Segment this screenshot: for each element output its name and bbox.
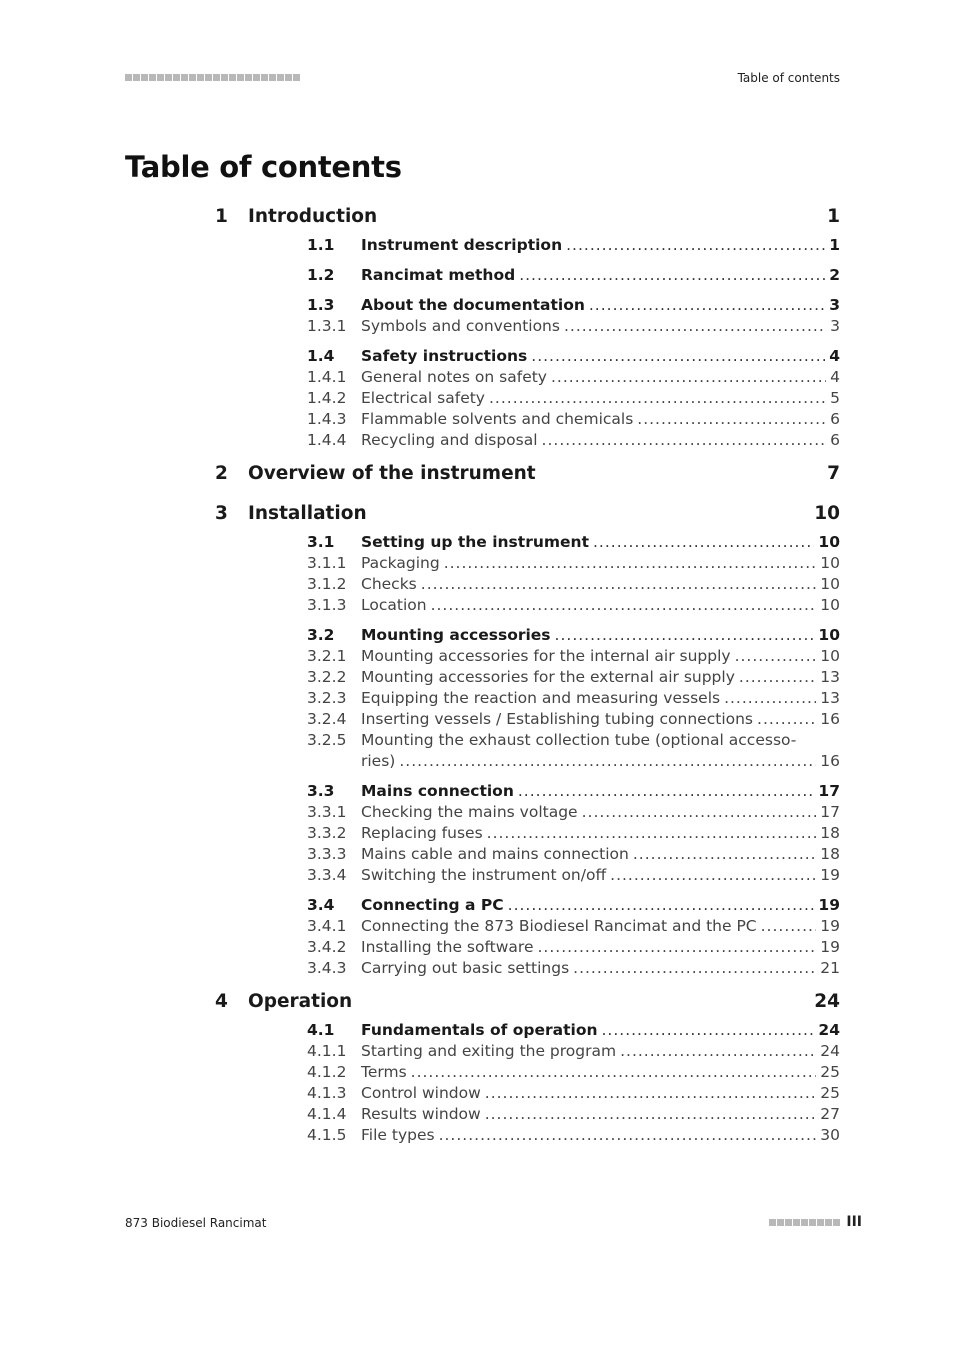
dot-leader [757, 710, 816, 728]
toc-subsection-row[interactable] [215, 1084, 840, 1105]
toc-subsection-row[interactable] [215, 824, 840, 845]
dot-leader [551, 368, 826, 386]
dot-leader [555, 626, 815, 644]
subsection-number: 3.2.3 [307, 689, 347, 707]
subsection-title: Control window [361, 1084, 481, 1102]
dot-leader [620, 1042, 816, 1060]
dot-leader [444, 554, 817, 572]
toc-chapter-row[interactable] [215, 206, 840, 235]
section-page: 10 [818, 626, 840, 644]
dot-leader [573, 959, 816, 977]
section-number: 3.4 [307, 896, 335, 914]
subsection-title: Installing the software [361, 938, 534, 956]
toc-section-row[interactable] [215, 1021, 840, 1042]
chapter-title: Introduction [248, 206, 378, 227]
toc-section-row[interactable] [215, 296, 840, 317]
dot-leader [542, 431, 827, 449]
subsection-page: 4 [830, 368, 840, 386]
toc-subsection-row[interactable] [215, 803, 840, 824]
subsection-page: 18 [820, 824, 840, 842]
page-number: III [846, 1214, 862, 1230]
subsection-number: 3.3.1 [307, 803, 347, 821]
section-number: 1.3 [307, 296, 335, 314]
toc-subsection-row[interactable] [215, 389, 840, 410]
footer-page [769, 1214, 862, 1230]
toc-subsection-row[interactable] [215, 845, 840, 866]
dot-leader [421, 575, 817, 593]
dot-leader [519, 266, 825, 284]
dot-leader [537, 938, 816, 956]
subsection-title: Recycling and disposal [361, 431, 538, 449]
dot-leader [593, 533, 814, 551]
subsection-title: Checks [361, 575, 417, 593]
dot-leader [739, 668, 816, 686]
subsection-number: 1.3.1 [307, 317, 347, 335]
dot-leader [633, 845, 816, 863]
toc-subsection-row[interactable] [215, 866, 840, 887]
subsection-title-continued: ries) [361, 752, 396, 770]
chapter-number: 1 [215, 206, 228, 227]
toc-subsection-row[interactable] [215, 575, 840, 596]
subsection-number: 3.4.2 [307, 938, 347, 956]
dot-leader [582, 803, 817, 821]
section-page: 4 [829, 347, 840, 365]
chapter-page: 24 [814, 991, 840, 1012]
toc-subsection-row[interactable] [215, 596, 840, 617]
chapter-number: 2 [215, 463, 228, 484]
section-number: 4.1 [307, 1021, 335, 1039]
section-title: About the documentation [361, 296, 585, 314]
footer-decoration [769, 1219, 840, 1226]
subsection-page: 18 [820, 845, 840, 863]
subsection-number: 4.1.3 [307, 1084, 347, 1102]
subsection-number: 4.1.2 [307, 1063, 347, 1081]
subsection-number: 3.3.4 [307, 866, 347, 884]
section-title: Fundamentals of operation [361, 1021, 598, 1039]
subsection-title: Mounting the exhaust collection tube (optional accesso- [361, 731, 797, 749]
subsection-page: 19 [820, 866, 840, 884]
dot-leader [439, 1126, 817, 1144]
subsection-number: 1.4.1 [307, 368, 347, 386]
chapter-number: 3 [215, 503, 228, 524]
section-title: Mounting accessories [361, 626, 551, 644]
subsection-page: 19 [820, 938, 840, 956]
chapter-title: Installation [248, 503, 367, 524]
subsection-page: 25 [820, 1063, 840, 1081]
subsection-title: Starting and exiting the program [361, 1042, 617, 1060]
toc-section-row[interactable] [215, 626, 840, 647]
subsection-page: 10 [820, 575, 840, 593]
chapter-page: 7 [827, 463, 840, 484]
toc-subsection-row[interactable] [215, 368, 840, 389]
subsection-title: Inserting vessels / Establishing tubing connections [361, 710, 754, 728]
toc-subsection-continuation[interactable] [215, 752, 840, 773]
toc-section-row[interactable] [215, 347, 840, 368]
section-title: Safety instructions [361, 347, 528, 365]
dot-leader [566, 236, 825, 254]
section-title: Connecting a PC [361, 896, 504, 914]
subsection-title: General notes on safety [361, 368, 547, 386]
subsection-page: 13 [820, 689, 840, 707]
dot-leader [489, 389, 826, 407]
section-title: Mains connection [361, 782, 514, 800]
section-number: 1.4 [307, 347, 335, 365]
subsection-title: Mains cable and mains connection [361, 845, 629, 863]
chapter-page: 10 [814, 503, 840, 524]
toc-subsection-row[interactable] [215, 1105, 840, 1126]
toc-section-row[interactable] [215, 896, 840, 917]
subsection-page: 13 [820, 668, 840, 686]
subsection-page: 19 [820, 917, 840, 935]
subsection-number: 1.4.4 [307, 431, 347, 449]
subsection-number: 1.4.2 [307, 389, 347, 407]
dot-leader [735, 647, 817, 665]
subsection-page: 5 [830, 389, 840, 407]
subsection-number: 3.2.5 [307, 731, 347, 749]
toc-subsection-row[interactable] [215, 938, 840, 959]
subsection-number: 3.4.1 [307, 917, 347, 935]
subsection-title: Packaging [361, 554, 440, 572]
header-decoration [125, 74, 300, 81]
subsection-title: File types [361, 1126, 435, 1144]
section-title: Setting up the instrument [361, 533, 589, 551]
subsection-page: 30 [820, 1126, 840, 1144]
subsection-number: 4.1.4 [307, 1105, 347, 1123]
toc-subsection-row[interactable] [215, 917, 840, 938]
subsection-title: Location [361, 596, 427, 614]
subsection-number: 3.1.3 [307, 596, 347, 614]
subsection-page: 21 [820, 959, 840, 977]
dot-leader [761, 917, 817, 935]
toc-section-row[interactable] [215, 266, 840, 287]
subsection-page: 6 [830, 431, 840, 449]
section-page: 1 [829, 236, 840, 254]
subsection-number: 4.1.5 [307, 1126, 347, 1144]
subsection-title: Equipping the reaction and measuring vessels [361, 689, 721, 707]
toc-chapter-row[interactable] [215, 503, 840, 532]
toc-section-row[interactable] [215, 236, 840, 257]
dot-leader [531, 347, 825, 365]
dot-leader [589, 296, 825, 314]
toc-subsection-row[interactable] [215, 317, 840, 338]
section-page: 2 [829, 266, 840, 284]
subsection-page: 10 [820, 596, 840, 614]
toc-subsection-row[interactable] [215, 410, 840, 431]
toc-chapter-row[interactable] [215, 991, 840, 1020]
subsection-page: 27 [820, 1105, 840, 1123]
subsection-title: Symbols and conventions [361, 317, 560, 335]
toc-subsection-row[interactable] [215, 1126, 840, 1147]
dot-leader [724, 689, 816, 707]
subsection-title: Flammable solvents and chemicals [361, 410, 634, 428]
subsection-title: Terms [361, 1063, 407, 1081]
subsection-number: 3.3.2 [307, 824, 347, 842]
subsection-page: 3 [830, 317, 840, 335]
section-page: 10 [818, 533, 840, 551]
subsection-page: 10 [820, 647, 840, 665]
chapter-number: 4 [215, 991, 228, 1012]
section-number: 1.2 [307, 266, 335, 284]
dot-leader [431, 596, 817, 614]
dot-leader [564, 317, 826, 335]
toc-subsection-row[interactable] [215, 431, 840, 452]
subsection-page: 17 [820, 803, 840, 821]
toc-section-row[interactable] [215, 782, 840, 803]
section-number: 3.2 [307, 626, 335, 644]
subsection-number: 3.1.2 [307, 575, 347, 593]
section-title: Rancimat method [361, 266, 516, 284]
subsection-number: 3.2.4 [307, 710, 347, 728]
section-number: 1.1 [307, 236, 335, 254]
toc-subsection-row[interactable] [215, 554, 840, 575]
subsection-number: 3.4.3 [307, 959, 347, 977]
subsection-title: Connecting the 873 Biodiesel Rancimat and the PC [361, 917, 757, 935]
section-number: 3.1 [307, 533, 335, 551]
dot-leader [485, 1084, 817, 1102]
subsection-number: 4.1.1 [307, 1042, 347, 1060]
chapter-title: Operation [248, 991, 353, 1012]
subsection-number: 3.2.1 [307, 647, 347, 665]
running-header: Table of contents [737, 71, 840, 85]
subsection-number: 1.4.3 [307, 410, 347, 428]
subsection-title: Checking the mains voltage [361, 803, 578, 821]
section-page: 3 [829, 296, 840, 314]
dot-leader [637, 410, 826, 428]
toc-section-row[interactable] [215, 533, 840, 554]
dot-leader [485, 1105, 817, 1123]
dot-leader [399, 752, 816, 770]
subsection-page: 6 [830, 410, 840, 428]
subsection-title: Mounting accessories for the internal air supply [361, 647, 731, 665]
toc-subsection-row[interactable] [215, 689, 840, 710]
subsection-title: Results window [361, 1105, 481, 1123]
toc-subsection-row[interactable] [215, 1063, 840, 1084]
subsection-page: 25 [820, 1084, 840, 1102]
table-of-contents [215, 206, 840, 1147]
toc-chapter-row[interactable] [215, 463, 840, 492]
subsection-page: 16 [820, 710, 840, 728]
chapter-page: 1 [827, 206, 840, 227]
toc-subsection-row[interactable] [215, 959, 840, 980]
subsection-page: 24 [820, 1042, 840, 1060]
dot-leader [411, 1063, 817, 1081]
section-number: 3.3 [307, 782, 335, 800]
toc-subsection-row[interactable] [215, 731, 840, 752]
subsection-number: 3.2.2 [307, 668, 347, 686]
page-title: Table of contents [125, 150, 402, 184]
section-page: 17 [818, 782, 840, 800]
toc-subsection-row[interactable] [215, 710, 840, 731]
dot-leader [518, 782, 815, 800]
dot-leader [487, 824, 817, 842]
toc-subsection-row[interactable] [215, 1042, 840, 1063]
section-title: Instrument description [361, 236, 563, 254]
subsection-title: Switching the instrument on/off [361, 866, 607, 884]
toc-subsection-row[interactable] [215, 668, 840, 689]
subsection-title: Replacing fuses [361, 824, 483, 842]
subsection-page: 10 [820, 554, 840, 572]
toc-subsection-row[interactable] [215, 647, 840, 668]
subsection-title: Carrying out basic settings [361, 959, 570, 977]
dot-leader [602, 1021, 815, 1039]
subsection-number: 3.3.3 [307, 845, 347, 863]
dot-leader [610, 866, 816, 884]
subsection-number: 3.1.1 [307, 554, 347, 572]
chapter-title: Overview of the instrument [248, 463, 536, 484]
section-page: 19 [818, 896, 840, 914]
section-page: 24 [818, 1021, 840, 1039]
subsection-title: Mounting accessories for the external air supply [361, 668, 735, 686]
subsection-page: 16 [820, 752, 840, 770]
footer-product: 873 Biodiesel Rancimat [125, 1216, 267, 1230]
dot-leader [508, 896, 815, 914]
subsection-title: Electrical safety [361, 389, 485, 407]
